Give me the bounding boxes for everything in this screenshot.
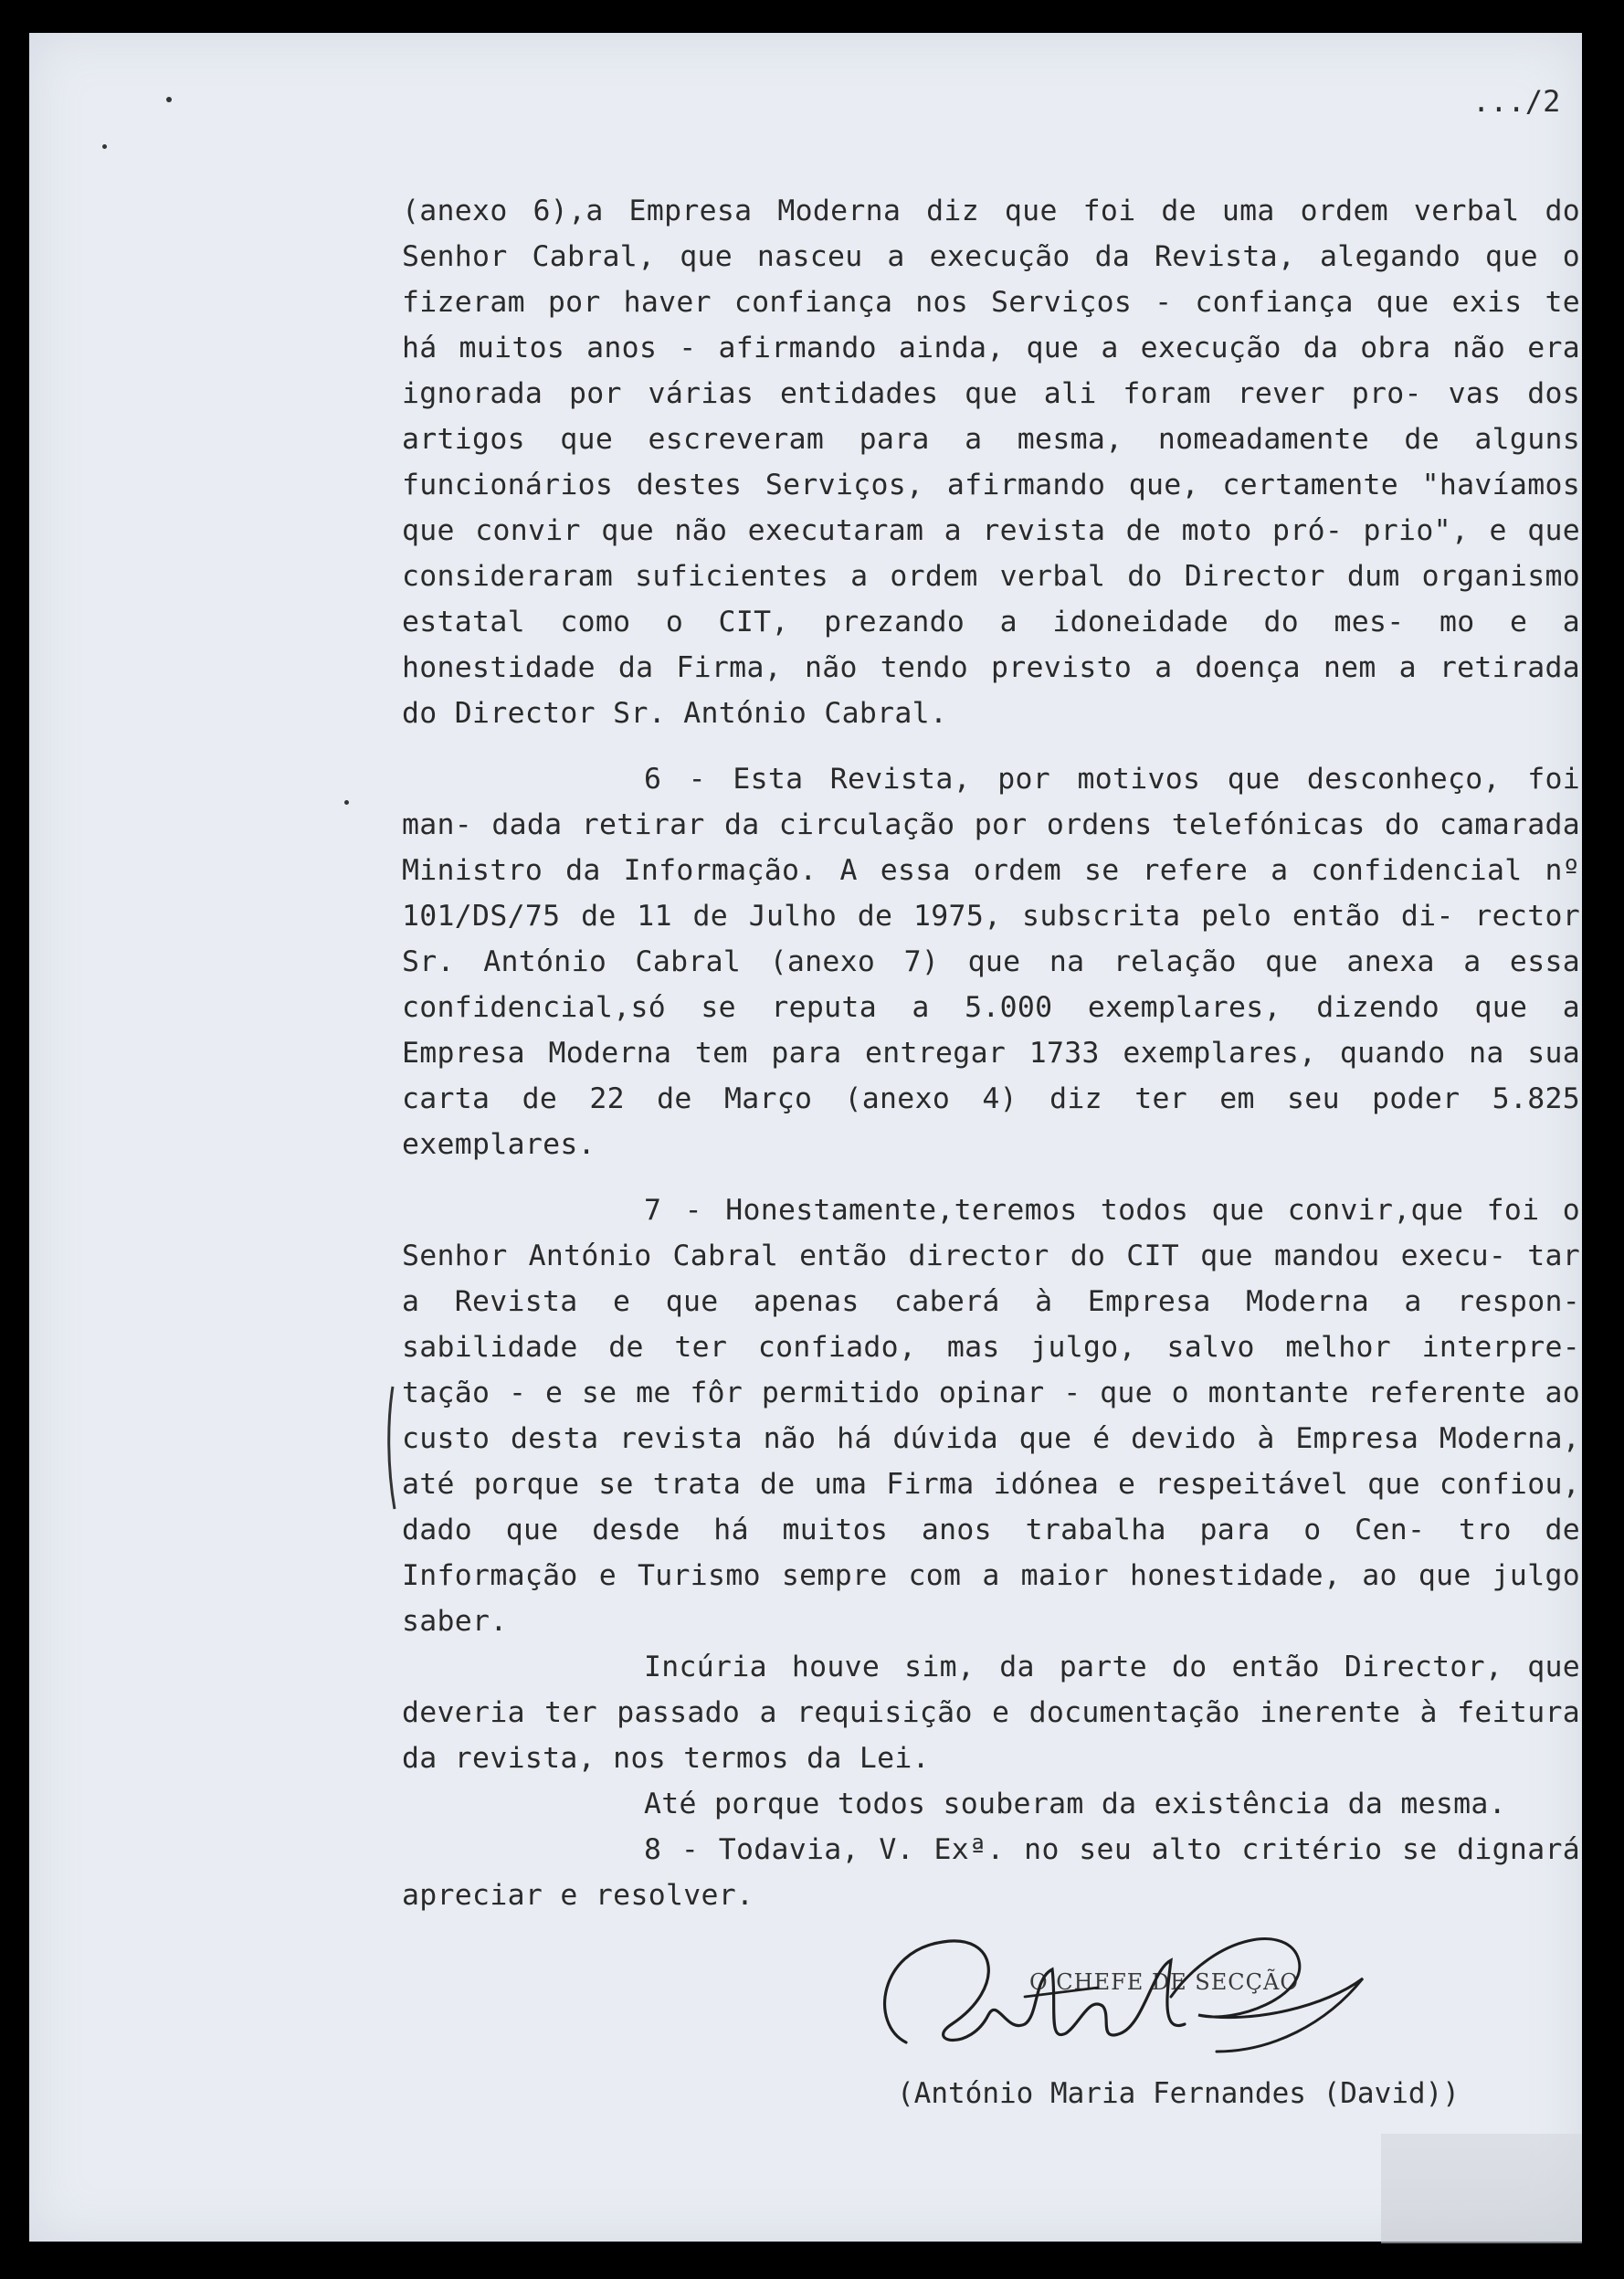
signature-title: O CHEFE DE SECÇÃO: [1029, 1969, 1300, 1995]
margin-line-mark: [384, 1385, 402, 1513]
ink-speck: [166, 97, 172, 102]
document-page: [29, 33, 1598, 2242]
page-reference: .../2: [1472, 84, 1561, 119]
signatory-name: (António Maria Fernandes (David)): [897, 2077, 1460, 2110]
ink-speck: [344, 800, 349, 805]
paragraph-incuria: Incúria houve sim, da parte do então Director, que deveria ter passado a requisição e documentação inerente à feitura da revista, nos termos da Lei.: [402, 1651, 1598, 1775]
paragraph-7: 7 - Honestamente,teremos todos que convir,que foi o Senhor António Cabral então director do CIT que mandou execu- tar a Revista e que apenas caberá à Empresa Moderna a respon- sabilidade de ter confiado, mas julgo, salvo melhor interpre- tação - e se me fôr permitido opinar - que o montante referente ao custo desta revista não há dúvida que é devido à Empresa Moderna, até porque se trata de uma Firma idónea e respeitável que confiou, dado que desde há muitos anos trabalha para o Cen- tro de Informação e Turismo sempre com a maior honestidade, ao que julgo saber.: [402, 1194, 1598, 1638]
paragraph-8: 8 - Todavia, V. Exª. no seu alto critério se dignará apreciar e resolver.: [402, 1833, 1598, 1912]
ink-speck: [102, 144, 107, 149]
paragraph-continuation: (anexo 6),a Empresa Moderna diz que foi de uma ordem verbal do Senhor Cabral, que nasceu a execução da Revista, alegando que o fizeram por haver confiança nos Serviços - confiança que exis te há muitos anos - afirmando ainda, que a execução da obra não era ignorada por várias entidades que ali foram rever pro- vas dos artigos que escreveram para a mesma, nomeadamente de alguns funcionários destes Serviços, afirmando que, certamente "havíamos que convir que não executaram a revista de moto pró- prio", e que consideraram suficientes a ordem verbal do Director dum organismo estatal como o CIT, prezando a idoneidade do mes- mo e a honestidade da Firma, não tendo previsto a doença nem a retirada do Director Sr. António Cabral.: [402, 195, 1598, 730]
paragraph-ate-porque: Até porque todos souberam da existência da mesma.: [644, 1788, 1506, 1820]
letter-body: [402, 188, 1598, 1918]
handwritten-signature: [870, 1915, 1381, 2097]
paper-smudge: [1381, 2134, 1582, 2243]
paragraph-6: 6 - Esta Revista, por motivos que desconheço, foi man- dada retirar da circulação por ordens telefónicas do camarada Ministro da Informação. A essa ordem se refere a confidencial nº 101/DS/75 de 11 de Julho de 1975, subscrita pelo então di- rector Sr. António Cabral (anexo 7) que na relação que anexa a essa confidencial,só se reputa a 5.000 exemplares, dizendo que a Empresa Moderna tem para entregar 1733 exemplares, quando na sua carta de 22 de Março (anexo 4) diz ter em seu poder 5.825 exemplares.: [402, 763, 1598, 1161]
signature-block: [870, 1915, 1564, 2134]
